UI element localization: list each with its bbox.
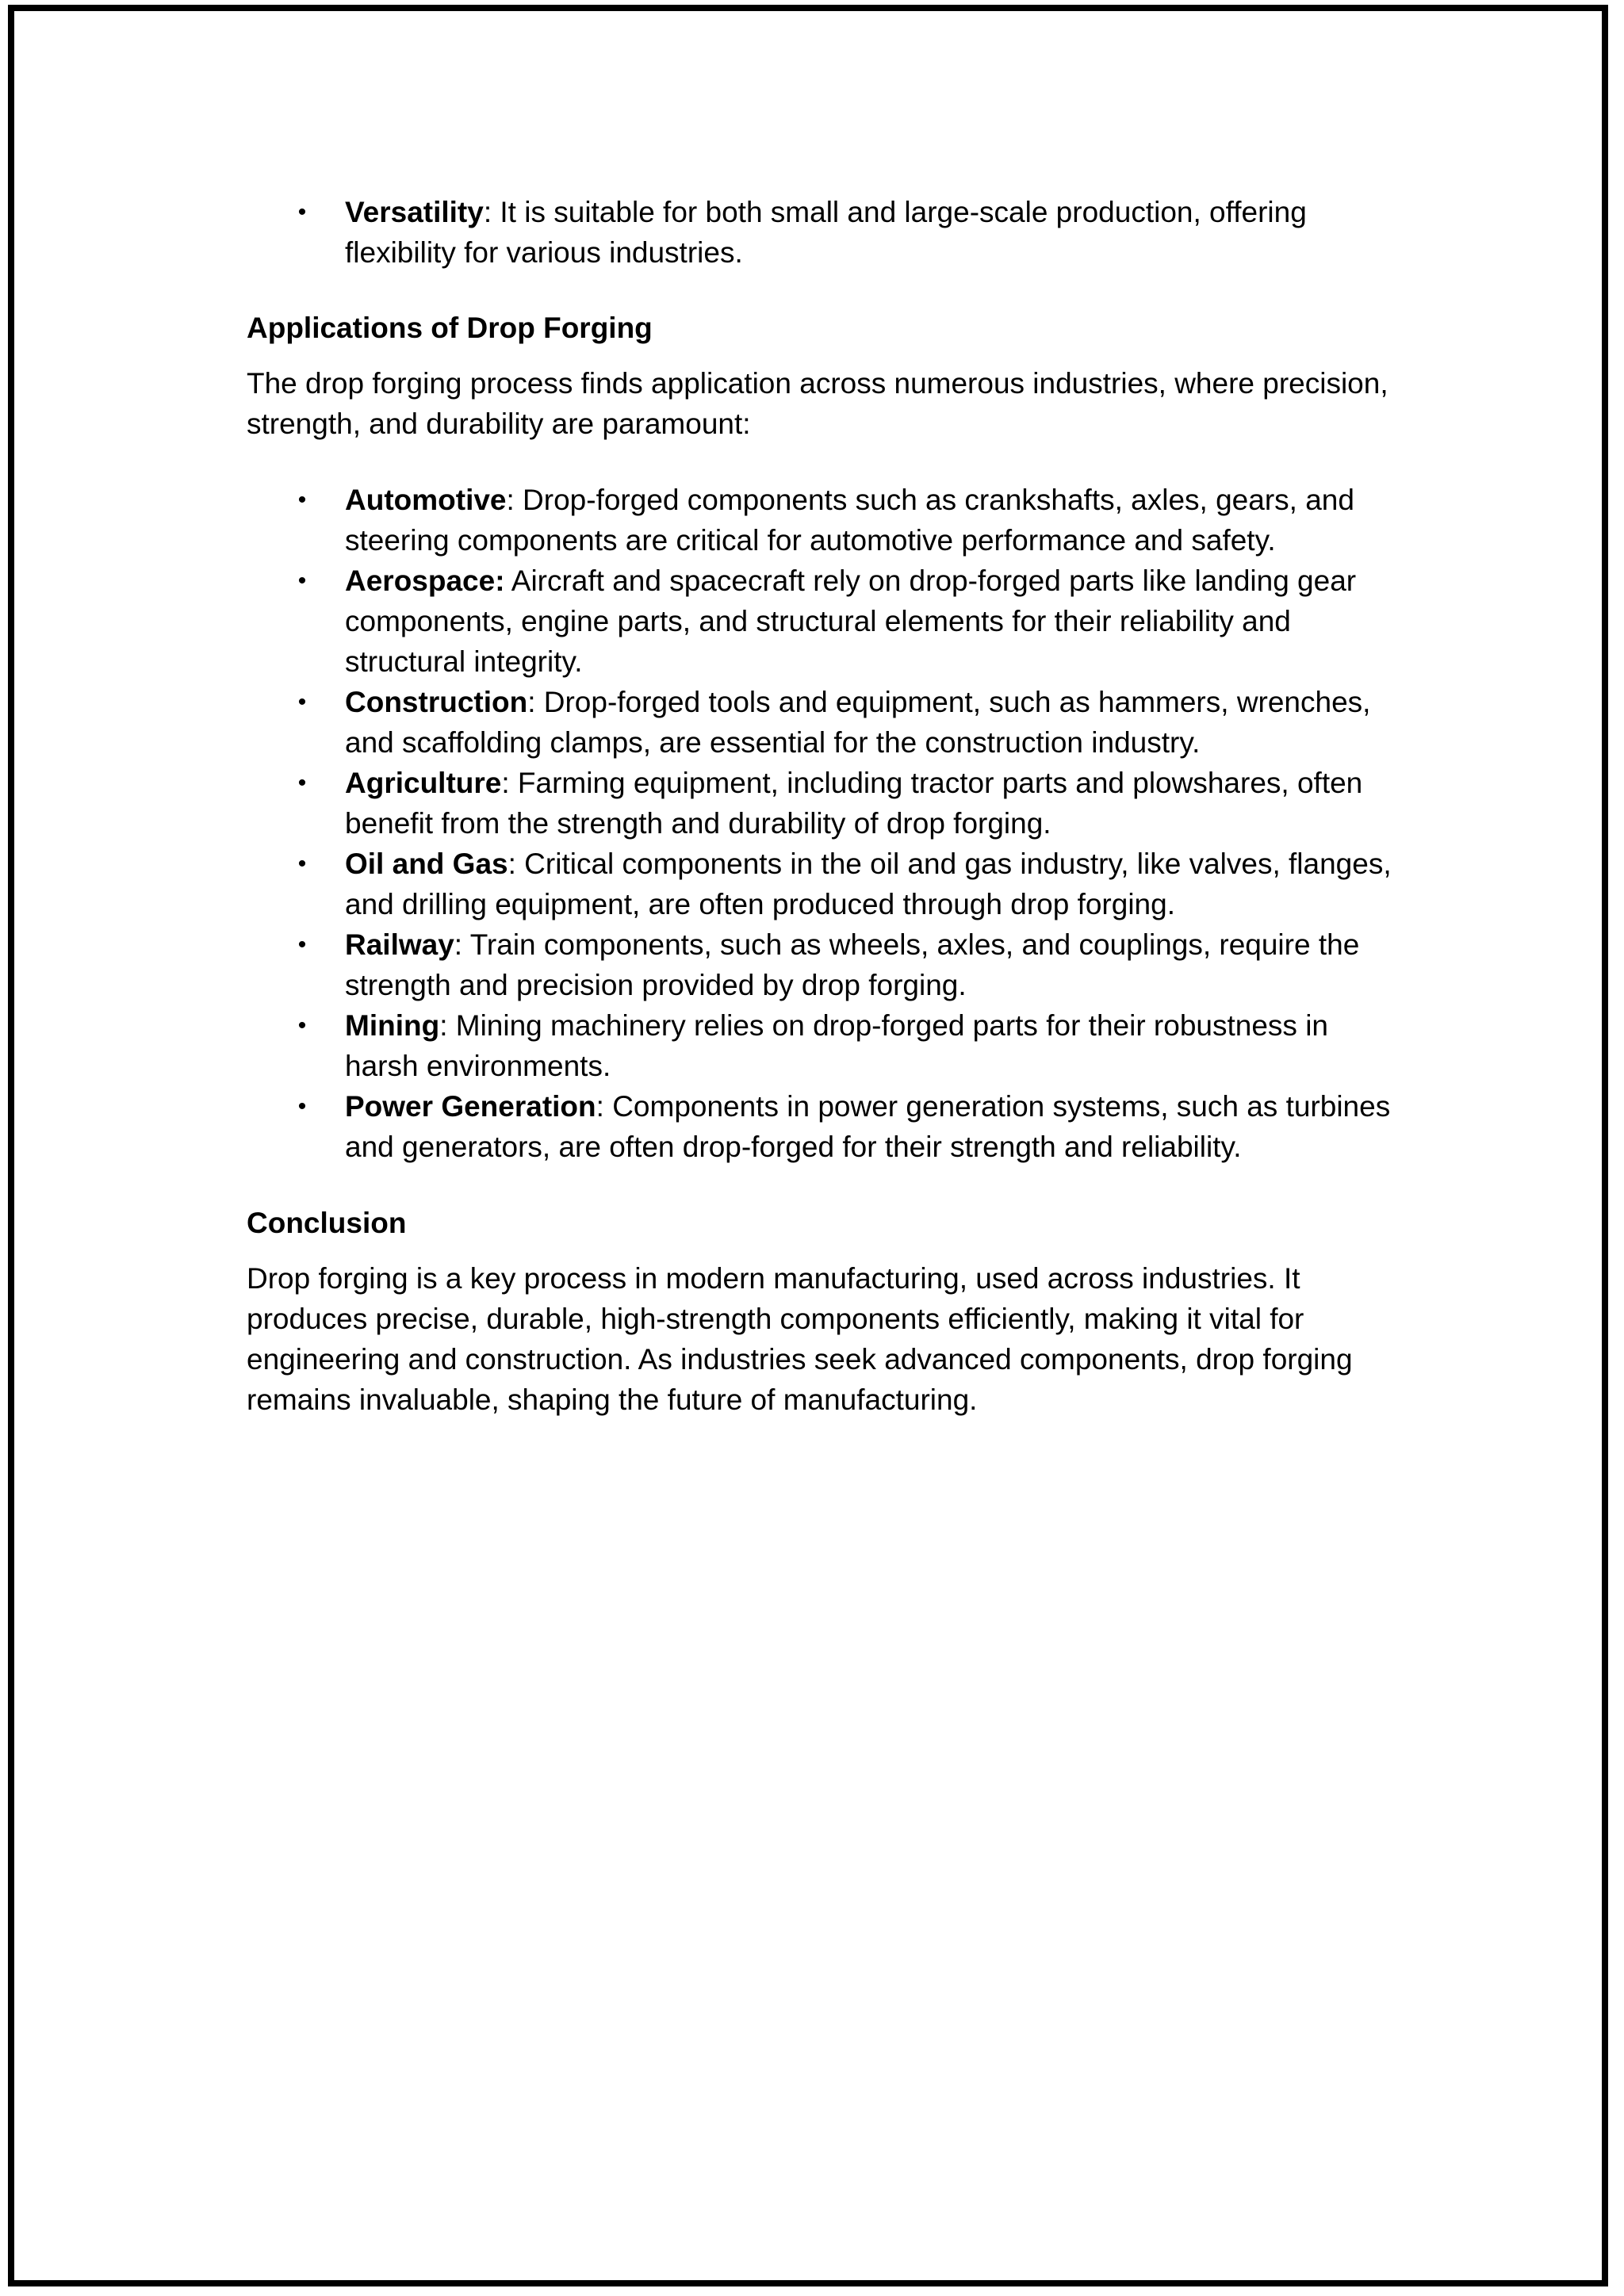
list-item-text: : It is suitable for both small and large-scale production, offering flexibility for various industries. [345, 196, 1307, 269]
list-item-term: Automotive [345, 484, 507, 516]
list-item [247, 480, 1396, 561]
list-item [247, 682, 1396, 763]
conclusion-paragraph: Drop forging is a key process in modern manufacturing, used across industries. It produces precise, durable, high-strength components efficiently, making it vital for engineering and construction. As industries seek advanced components, drop forging remains invaluable, shaping the future of manufacturing. [247, 1262, 1353, 1416]
bullet-icon: • [297, 1012, 307, 1039]
document-body [247, 192, 1396, 1456]
list-item [247, 1086, 1396, 1167]
list-item-text: : Critical components in the oil and gas industry, like valves, flanges, and drilling equipment, are often produced through drop forging. [345, 848, 1392, 920]
bullet-icon: • [297, 568, 307, 594]
list-item-text: : Train components, such as wheels, axles, and couplings, require the strength and precision provided by drop forging. [345, 928, 1360, 1001]
list-item [247, 844, 1396, 924]
bullet-icon: • [297, 689, 307, 715]
list-item-text: : Components in power generation systems, such as turbines and generators, are often drop-forged for their strength and reliability. [345, 1090, 1391, 1163]
list-item-text: Aircraft and spacecraft rely on drop-forged parts like landing gear components, engine parts, and structural elements for their reliability and structural integrity. [345, 564, 1357, 678]
conclusion-heading: Conclusion [247, 1207, 407, 1239]
bullet-icon: • [297, 770, 307, 796]
list-item [247, 192, 1396, 273]
list-item [247, 1005, 1396, 1086]
list-item [247, 561, 1396, 682]
list-item [247, 924, 1396, 1005]
list-item-term: Power Generation [345, 1090, 596, 1123]
bullet-icon: • [297, 932, 307, 958]
list-item-term: Railway [345, 928, 454, 961]
bullet-icon: • [297, 487, 307, 513]
applications-heading: Applications of Drop Forging [247, 312, 653, 344]
list-item-text: : Drop-forged tools and equipment, such as hammers, wrenches, and scaffolding clamps, are essential for the construction industry. [345, 686, 1371, 759]
applications-intro: The drop forging process finds application across numerous industries, where precision, strength, and durability are paramount: [247, 367, 1388, 440]
list-item-text: : Drop-forged components such as crankshafts, axles, gears, and steering components are critical for automotive performance and safety. [345, 484, 1354, 557]
intro-bullet-list [247, 192, 1396, 273]
list-item-term: Oil and Gas [345, 848, 508, 880]
list-item-term: Mining [345, 1009, 440, 1042]
list-item-term: Versatility [345, 196, 484, 228]
applications-list [247, 480, 1396, 1167]
list-item-text: : Mining machinery relies on drop-forged parts for their robustness in harsh environments. [345, 1009, 1328, 1082]
bullet-icon: • [297, 851, 307, 877]
list-item-term: Construction [345, 686, 528, 718]
list-item-term: Aerospace: [345, 564, 505, 597]
list-item [247, 763, 1396, 844]
bullet-icon: • [297, 199, 307, 225]
list-item-term: Agriculture [345, 767, 502, 799]
bullet-icon: • [297, 1093, 307, 1119]
list-item-text: : Farming equipment, including tractor parts and plowshares, often benefit from the strength and durability of drop forging. [345, 767, 1363, 840]
